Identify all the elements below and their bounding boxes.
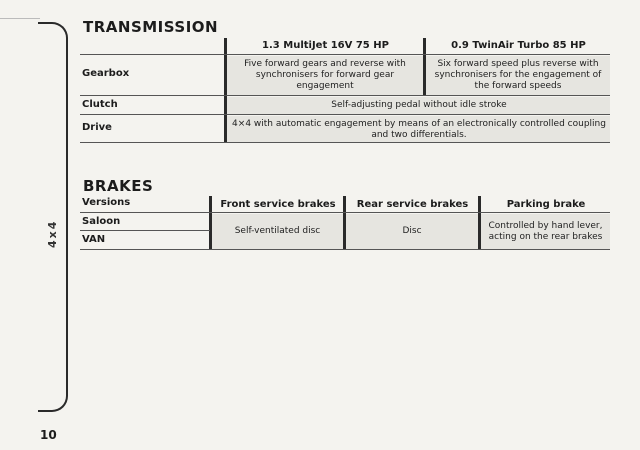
drive-value: 4×4 with automatic engagement by means of an electronically controlled coupling and two differentials.: [232, 119, 606, 140]
column-header-rear-brakes: Rear service brakes: [356, 199, 469, 210]
column-header-multijet: 1.3 MultiJet 16V 75 HP: [262, 40, 389, 51]
header-rule: [80, 54, 610, 55]
parking-brake-value: Controlled by hand lever, acting on the rear brakes: [488, 221, 603, 242]
column-header-front-brakes: Front service brakes: [220, 199, 336, 210]
brakes-title: BRAKES: [83, 177, 154, 195]
row-label-clutch: Clutch: [82, 99, 118, 110]
gearbox-multijet-value: Five forward gears and reverse with synchronisers for forward gear engagement: [244, 59, 406, 91]
header-rule: [80, 212, 610, 213]
rear-brakes-value: Disc: [402, 226, 422, 236]
row-rule: [80, 249, 610, 250]
row-label-gearbox: Gearbox: [82, 68, 130, 79]
front-brakes-value: Self-ventilated disc: [234, 226, 321, 236]
versions-label: Versions: [82, 197, 131, 208]
column-header-parking-brake: Parking brake: [506, 199, 586, 210]
row-rule: [80, 230, 210, 231]
row-rule: [80, 142, 610, 143]
transmission-title: TRANSMISSION: [83, 18, 219, 36]
column-header-twinair: 0.9 TwinAir Turbo 85 HP: [451, 40, 586, 51]
row-rule: [80, 95, 610, 96]
section-tab-label: 4x4: [46, 219, 59, 249]
row-label-saloon: Saloon: [82, 216, 121, 227]
gearbox-twinair-value: Six forward speed plus reverse with synchronisers for the engagement of the forward speeds: [434, 59, 602, 91]
row-label-van: VAN: [82, 234, 106, 245]
row-rule: [80, 114, 610, 115]
page-number: 10: [40, 428, 57, 442]
clutch-value: Self-adjusting pedal without idle stroke: [331, 100, 507, 110]
page-edge-mark: [0, 18, 40, 25]
row-label-drive: Drive: [82, 122, 112, 133]
